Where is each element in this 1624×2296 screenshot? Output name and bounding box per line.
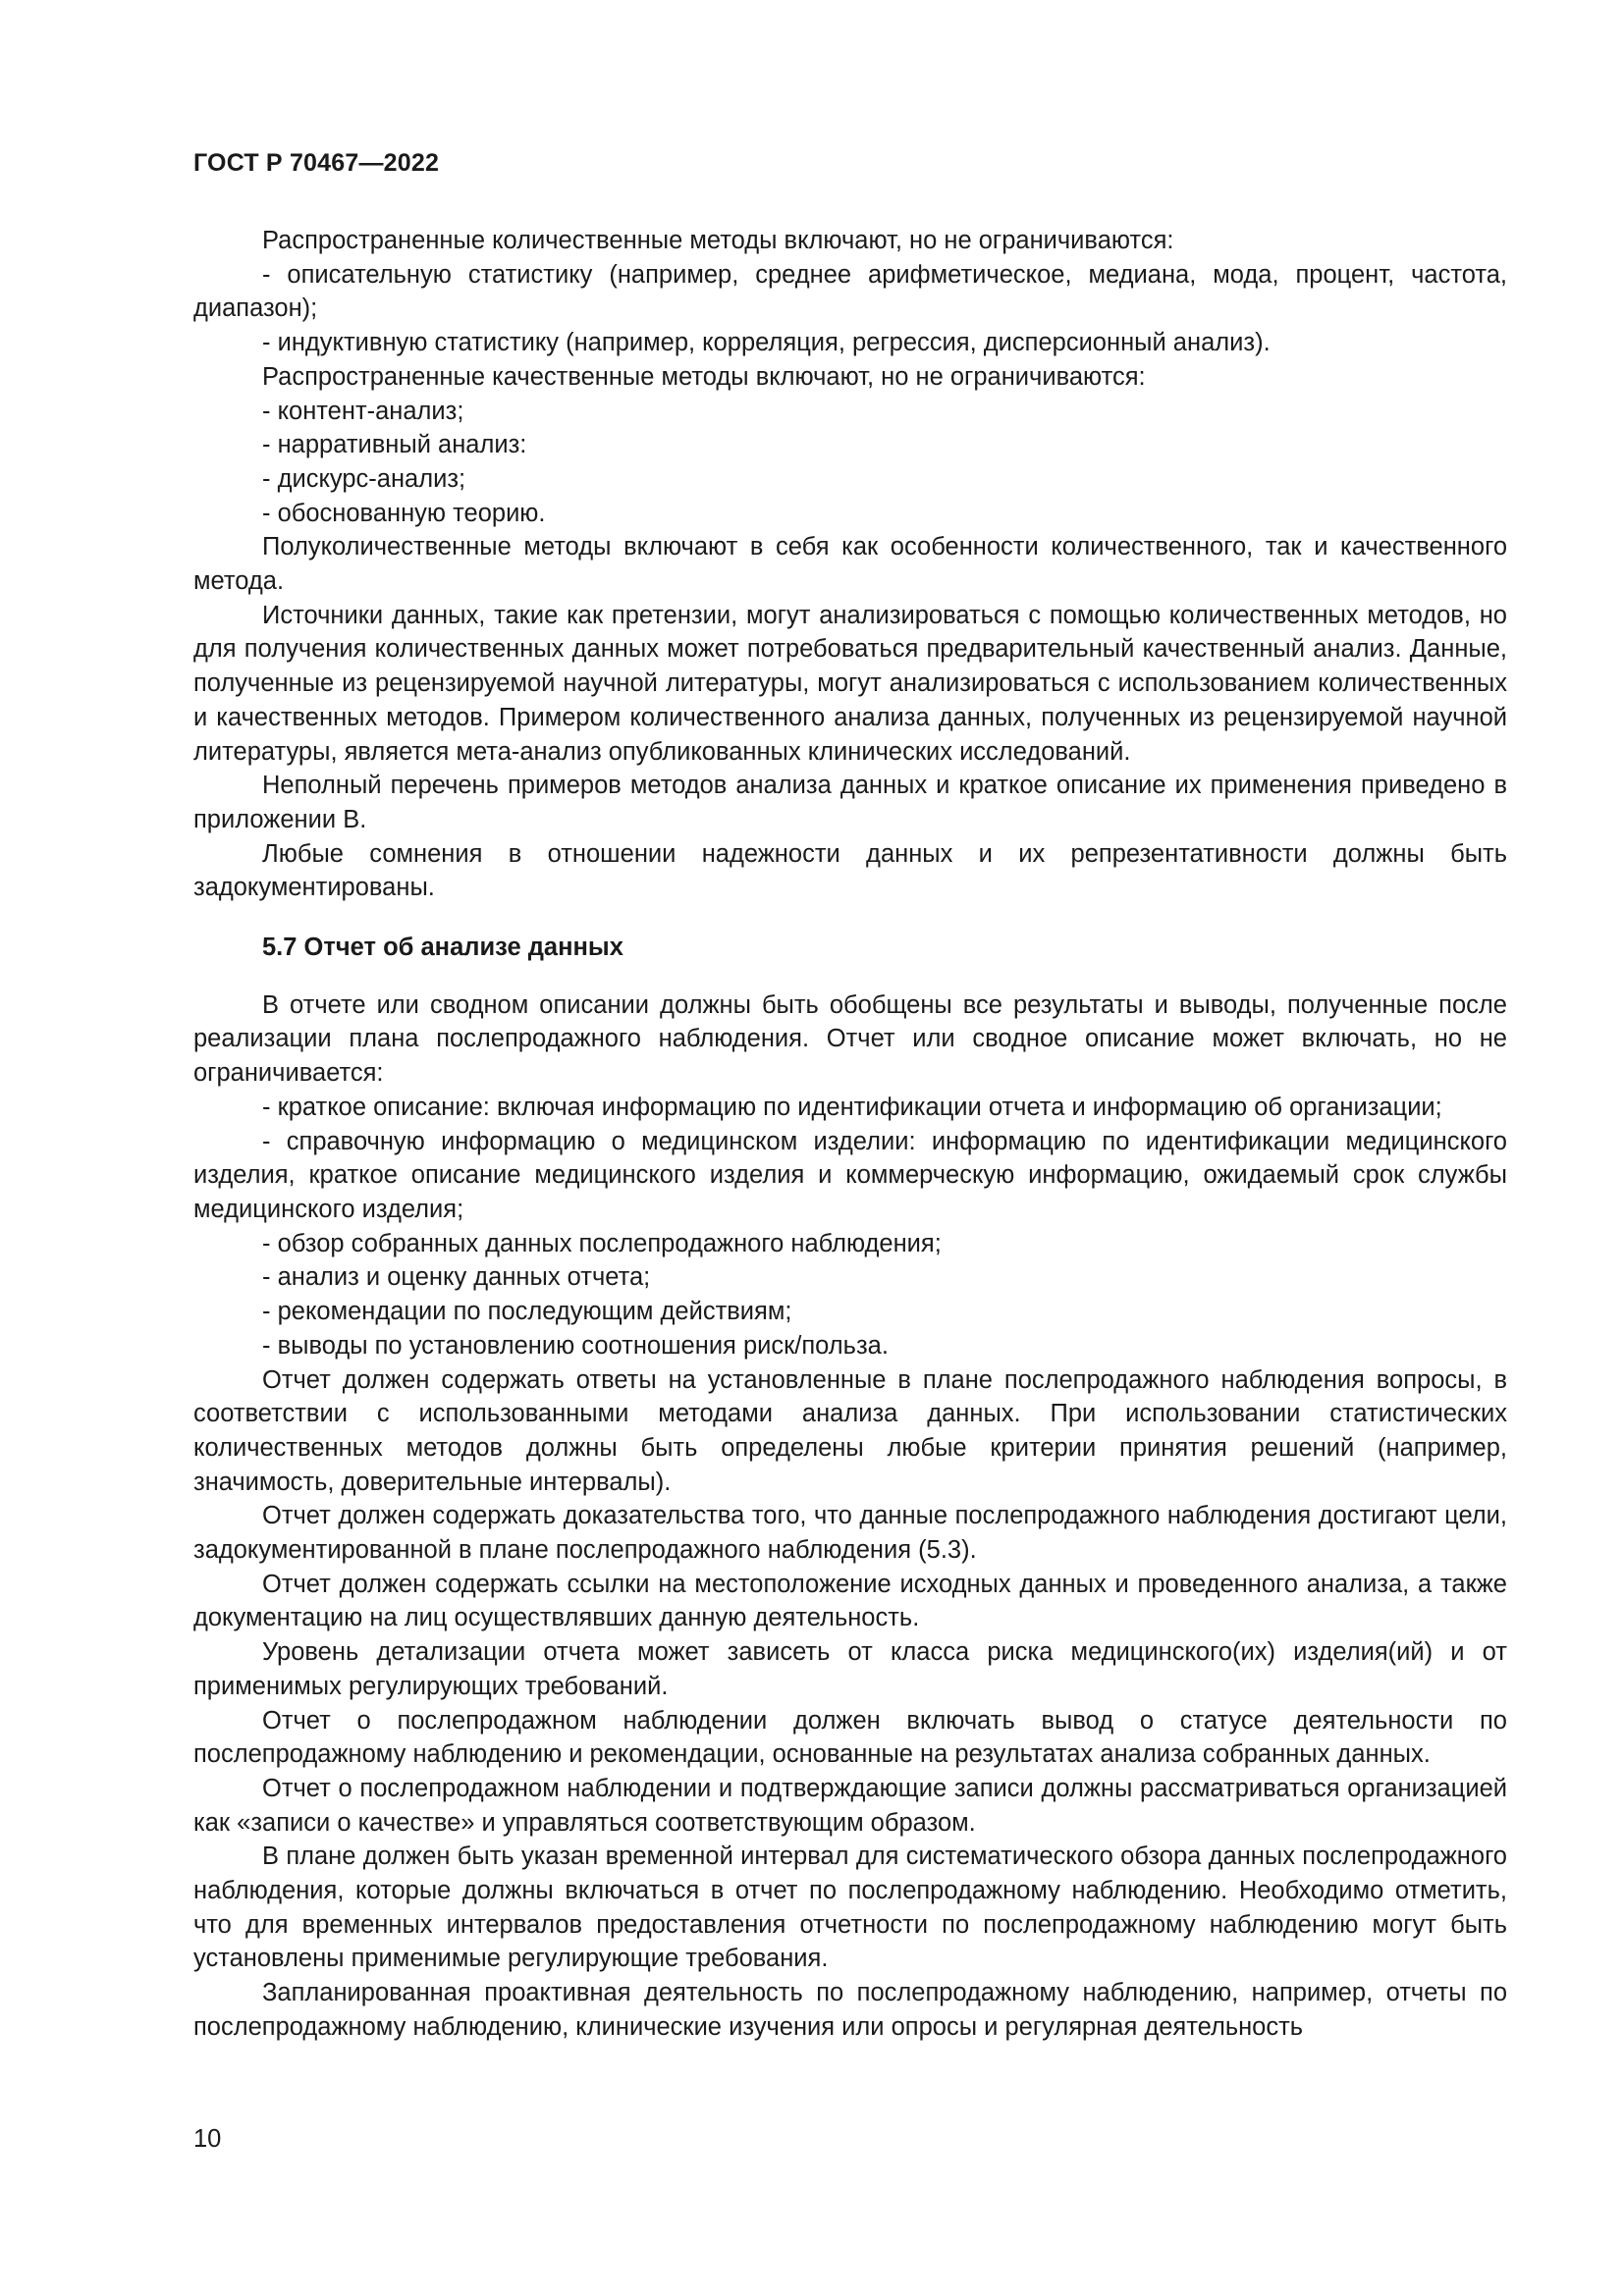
paragraph: В отчете или сводном описании должны быть обобщены все результаты и выводы, полученные после реализации плана послепродажного наблюдения. Отчет или сводное описание может включать, но не ограничивается: bbox=[193, 990, 1507, 1088]
document-body bbox=[193, 224, 1507, 2045]
paragraph: Источники данных, такие как претензии, могут анализироваться с помощью количественных методов, но для получения количественных данных может потребоваться предварительный качественный анализ. Данные, полученные из рецензируемой научной литературы, могут анализироваться с использованием количественных и качественных методов. Примером количественного анализа данных, полученных из рецензируемой научной литературы, является мета-анализ опубликованных клинических исследований. bbox=[193, 601, 1507, 766]
list-item: - краткое описание: включая информацию по идентификации отчета и информацию об организации; bbox=[262, 1093, 1442, 1121]
list-item: - выводы по установлению соотношения риск/польза. bbox=[262, 1331, 889, 1360]
paragraph: В плане должен быть указан временной интервал для систематического обзора данных послепродажного наблюдения, которые должны включаться в отчет по послепродажному наблюдению. Необходимо отметить, что для временных интервалов предоставления отчетности по послепродажному наблюдению могут быть установлены применимые регулирующие требования. bbox=[193, 1842, 1507, 1973]
section-heading: 5.7 Отчет об анализе данных bbox=[262, 934, 623, 962]
paragraph: Запланированная проактивная деятельность по послепродажному наблюдению, например, отчеты по послепродажному наблюдению, клинические изучения или опросы и регулярная деятельность bbox=[193, 1979, 1507, 2041]
list-item: - дискурс-анализ; bbox=[262, 464, 466, 493]
paragraph: Отчет должен содержать ответы на установленные в плане послепродажного наблюдения вопросы, в соответствии с использованными методами анализа данных. При использовании статистических количественных методов должны быть определены любые критерии принятия решений (например, значимость, доверительные интервалы). bbox=[193, 1365, 1507, 1496]
list-item: - нарративный анализ: bbox=[262, 431, 527, 459]
paragraph: Любые сомнения в отношении надежности данных и их репрезентативности должны быть задокументированы. bbox=[193, 839, 1507, 902]
paragraph: Отчет должен содержать доказательства того, что данные послепродажного наблюдения достигают цели, задокументированной в плане послепродажного наблюдения (5.3). bbox=[193, 1502, 1507, 1565]
list-item: - индуктивную статистику (например, корреляция, регрессия, дисперсионный анализ). bbox=[262, 329, 1271, 357]
document-header: ГОСТ Р 70467—2022 bbox=[193, 149, 440, 177]
paragraph: Уровень детализации отчета может зависеть от класса риска медицинского(их) изделия(ий) и от применимых регулирующих требований. bbox=[193, 1638, 1507, 1700]
paragraph: Отчет о послепродажном наблюдении и подтверждающие записи должны рассматриваться организацией как «записи о качестве» и управляться соответствующим образом. bbox=[193, 1774, 1507, 1837]
list-item: - рекомендации по последующим действиям; bbox=[262, 1298, 792, 1326]
paragraph: Распространенные качественные методы включают, но не ограничиваются: bbox=[262, 362, 1146, 391]
list-item: - обзор собранных данных послепродажного наблюдения; bbox=[262, 1229, 942, 1257]
list-item: - анализ и оценку данных отчета; bbox=[262, 1263, 651, 1292]
paragraph: Распространенные количественные методы включают, но не ограничиваются: bbox=[262, 227, 1174, 254]
page-number: 10 bbox=[193, 2125, 222, 2153]
list-item: - обоснованную теорию. bbox=[262, 499, 546, 527]
list-item: - контент-анализ; bbox=[262, 397, 464, 425]
list-item: - описательную статистику (например, среднее арифметическое, медиана, мода, процент, частота, диапазон); bbox=[193, 260, 1507, 323]
paragraph: Отчет о послепродажном наблюдении должен включать вывод о статусе деятельности по послепродажному наблюдению и рекомендации, основанные на результатах анализа собранных данных. bbox=[193, 1706, 1507, 1769]
paragraph: Полуколичественные методы включают в себя как особенности количественного, так и качественного метода. bbox=[193, 533, 1507, 596]
paragraph: Неполный перечень примеров методов анализа данных и краткое описание их применения приведено в приложении В. bbox=[193, 772, 1507, 833]
list-item: - справочную информацию о медицинском изделии: информацию по идентификации медицинского изделия, краткое описание медицинского изделия и коммерческую информацию, ожидаемый срок службы медицинского изделия; bbox=[193, 1127, 1507, 1223]
paragraph: Отчет должен содержать ссылки на местоположение исходных данных и проведенного анализа, а также документацию на лиц осуществлявших данную деятельность. bbox=[193, 1570, 1507, 1632]
